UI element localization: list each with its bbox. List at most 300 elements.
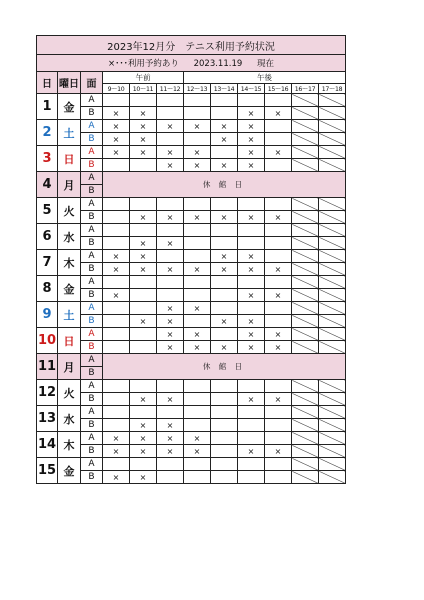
unavailable-slot [292, 120, 319, 133]
court-label: A [81, 328, 103, 341]
unavailable-slot [292, 237, 319, 250]
unavailable-slot [292, 289, 319, 302]
reserved-mark: × [157, 328, 184, 341]
reserved-mark: × [238, 289, 265, 302]
slot-cell [130, 302, 157, 315]
slot-cell [103, 406, 130, 419]
reserved-mark: × [265, 393, 292, 406]
unavailable-slot [319, 276, 346, 289]
slot-cell [184, 276, 211, 289]
unavailable-slot [292, 471, 319, 484]
unavailable-slot [319, 406, 346, 419]
slot-cell [157, 107, 184, 120]
slot-cell [211, 471, 238, 484]
header-morning: 午前 [103, 72, 184, 84]
reserved-mark: × [157, 419, 184, 432]
court-row [37, 107, 346, 120]
legend-status: 現在 [256, 59, 274, 69]
unavailable-slot [319, 211, 346, 224]
reservation-sheet [36, 35, 346, 484]
slot-cell [184, 315, 211, 328]
reserved-mark: × [238, 263, 265, 276]
unavailable-slot [319, 302, 346, 315]
reservation-table [36, 35, 346, 484]
slot-cell [238, 224, 265, 237]
court-row [37, 198, 346, 211]
court-label: B [81, 393, 103, 406]
reserved-mark: × [238, 107, 265, 120]
reserved-mark: × [184, 432, 211, 445]
court-row [37, 263, 346, 276]
reserved-mark: × [130, 107, 157, 120]
reserved-mark: × [157, 432, 184, 445]
slot-cell [211, 276, 238, 289]
reserved-mark: × [184, 341, 211, 354]
court-label: B [81, 341, 103, 354]
time-slot-header: 9～10 [103, 84, 130, 94]
slot-cell [103, 341, 130, 354]
slot-cell [265, 458, 292, 471]
reserved-mark: × [265, 146, 292, 159]
slot-cell [130, 458, 157, 471]
reserved-mark: × [103, 432, 130, 445]
reserved-mark: × [157, 315, 184, 328]
day-number: 7 [37, 250, 58, 276]
court-label: A [81, 94, 103, 107]
court-label: B [81, 133, 103, 146]
reserved-mark: × [130, 471, 157, 484]
slot-cell [130, 198, 157, 211]
slot-cell [103, 94, 130, 107]
slot-cell [211, 445, 238, 458]
court-row [37, 471, 346, 484]
slot-cell [103, 224, 130, 237]
reserved-mark: × [130, 146, 157, 159]
slot-cell [103, 211, 130, 224]
court-row [37, 328, 346, 341]
reserved-mark: × [103, 471, 130, 484]
unavailable-slot [292, 393, 319, 406]
slot-cell [211, 289, 238, 302]
reserved-mark: × [103, 107, 130, 120]
court-row [37, 146, 346, 159]
court-label: A [81, 276, 103, 289]
reserved-mark: × [238, 393, 265, 406]
unavailable-slot [292, 419, 319, 432]
reserved-mark: × [157, 211, 184, 224]
slot-cell [157, 133, 184, 146]
legend-mark-note: ×･･･利用予約あり [108, 59, 179, 69]
unavailable-slot [319, 432, 346, 445]
court-row [37, 432, 346, 445]
reserved-mark: × [184, 159, 211, 172]
slot-cell [238, 432, 265, 445]
court-label: B [81, 367, 103, 380]
unavailable-slot [319, 380, 346, 393]
slot-cell [265, 315, 292, 328]
reserved-mark: × [265, 211, 292, 224]
time-slot-header: 16～17 [292, 84, 319, 94]
slot-cell [103, 315, 130, 328]
slot-cell [265, 406, 292, 419]
unavailable-slot [319, 120, 346, 133]
day-number: 2 [37, 120, 58, 146]
court-row [37, 406, 346, 419]
day-number: 5 [37, 198, 58, 224]
court-row [37, 458, 346, 471]
slot-cell [238, 471, 265, 484]
reserved-mark: × [211, 159, 238, 172]
header-day: 日 [37, 72, 58, 94]
court-row [37, 276, 346, 289]
court-row [37, 237, 346, 250]
court-row [37, 224, 346, 237]
court-row [37, 159, 346, 172]
unavailable-slot [319, 419, 346, 432]
slot-cell [103, 458, 130, 471]
slot-cell [184, 107, 211, 120]
unavailable-slot [292, 263, 319, 276]
reserved-mark: × [238, 133, 265, 146]
court-label: A [81, 432, 103, 445]
unavailable-slot [319, 146, 346, 159]
slot-cell [130, 159, 157, 172]
slot-cell [130, 380, 157, 393]
slot-cell [265, 380, 292, 393]
unavailable-slot [292, 211, 319, 224]
unavailable-slot [292, 146, 319, 159]
reserved-mark: × [157, 159, 184, 172]
slot-cell [238, 94, 265, 107]
day-number: 14 [37, 432, 58, 458]
court-row [37, 380, 346, 393]
slot-cell [265, 237, 292, 250]
legend-row [37, 55, 346, 72]
slot-cell [238, 237, 265, 250]
unavailable-slot [319, 393, 346, 406]
slot-cell [265, 250, 292, 263]
reserved-mark: × [157, 302, 184, 315]
slot-cell [211, 419, 238, 432]
court-row [37, 341, 346, 354]
slot-cell [157, 458, 184, 471]
slot-cell [103, 198, 130, 211]
slot-cell [184, 380, 211, 393]
reserved-mark: × [130, 419, 157, 432]
time-slot-header: 12～13 [184, 84, 211, 94]
reserved-mark: × [103, 146, 130, 159]
day-weekday: 月 [58, 172, 81, 198]
slot-cell [211, 458, 238, 471]
reserved-mark: × [238, 341, 265, 354]
day-weekday: 火 [58, 380, 81, 406]
reserved-mark: × [157, 341, 184, 354]
slot-cell [157, 198, 184, 211]
reserved-mark: × [184, 302, 211, 315]
court-row [37, 302, 346, 315]
unavailable-slot [292, 302, 319, 315]
reserved-mark: × [130, 211, 157, 224]
reserved-mark: × [103, 445, 130, 458]
reserved-mark: × [184, 263, 211, 276]
reserved-mark: × [157, 263, 184, 276]
reserved-mark: × [265, 263, 292, 276]
slot-cell [103, 159, 130, 172]
unavailable-slot [292, 406, 319, 419]
reserved-mark: × [184, 211, 211, 224]
slot-cell [103, 302, 130, 315]
slot-cell [184, 458, 211, 471]
day-weekday: 金 [58, 94, 81, 120]
unavailable-slot [319, 94, 346, 107]
slot-cell [211, 393, 238, 406]
slot-cell [265, 94, 292, 107]
unavailable-slot [292, 159, 319, 172]
court-label: B [81, 419, 103, 432]
reserved-mark: × [211, 211, 238, 224]
court-label: B [81, 263, 103, 276]
reserved-mark: × [103, 263, 130, 276]
slot-cell [238, 380, 265, 393]
unavailable-slot [292, 458, 319, 471]
unavailable-slot [292, 315, 319, 328]
slot-cell [265, 198, 292, 211]
slot-cell [265, 133, 292, 146]
slot-cell [157, 276, 184, 289]
day-weekday: 金 [58, 458, 81, 484]
day-weekday: 土 [58, 120, 81, 146]
reserved-mark: × [211, 120, 238, 133]
slot-cell [211, 432, 238, 445]
court-label: B [81, 315, 103, 328]
slot-cell [265, 302, 292, 315]
court-row [37, 445, 346, 458]
slot-cell [157, 224, 184, 237]
page-title: 2023年12月分 テニス利用予約状況 [37, 36, 346, 55]
slot-cell [103, 393, 130, 406]
slot-cell [238, 419, 265, 432]
slot-cell [157, 289, 184, 302]
day-number: 1 [37, 94, 58, 120]
slot-cell [184, 237, 211, 250]
unavailable-slot [319, 341, 346, 354]
time-slot-header: 11～12 [157, 84, 184, 94]
slot-cell [184, 198, 211, 211]
court-row [37, 250, 346, 263]
slot-cell [238, 198, 265, 211]
court-row [37, 393, 346, 406]
unavailable-slot [319, 471, 346, 484]
reserved-mark: × [157, 237, 184, 250]
court-label: B [81, 471, 103, 484]
unavailable-slot [319, 198, 346, 211]
unavailable-slot [292, 133, 319, 146]
day-number: 6 [37, 224, 58, 250]
day-weekday: 日 [58, 146, 81, 172]
reserved-mark: × [238, 159, 265, 172]
unavailable-slot [292, 198, 319, 211]
slot-cell [265, 224, 292, 237]
slot-cell [157, 471, 184, 484]
court-label: B [81, 185, 103, 198]
court-row [37, 172, 346, 185]
slot-cell [184, 406, 211, 419]
reserved-mark: × [130, 393, 157, 406]
reserved-mark: × [265, 341, 292, 354]
closed-day-label: 休 館 日 [103, 354, 346, 380]
slot-cell [265, 159, 292, 172]
slot-cell [211, 302, 238, 315]
slot-cell [130, 406, 157, 419]
court-row [37, 315, 346, 328]
reserved-mark: × [238, 328, 265, 341]
day-weekday: 月 [58, 354, 81, 380]
court-row [37, 419, 346, 432]
day-weekday: 水 [58, 224, 81, 250]
slot-cell [130, 276, 157, 289]
day-number: 9 [37, 302, 58, 328]
court-row [37, 133, 346, 146]
time-slot-header: 14～15 [238, 84, 265, 94]
slot-cell [184, 133, 211, 146]
reserved-mark: × [157, 393, 184, 406]
day-number: 8 [37, 276, 58, 302]
slot-cell [130, 289, 157, 302]
reserved-mark: × [211, 250, 238, 263]
reserved-mark: × [238, 445, 265, 458]
reserved-mark: × [103, 120, 130, 133]
court-label: A [81, 198, 103, 211]
court-row [37, 94, 346, 107]
slot-cell [211, 224, 238, 237]
slot-cell [211, 94, 238, 107]
slot-cell [157, 250, 184, 263]
unavailable-slot [319, 328, 346, 341]
reserved-mark: × [184, 328, 211, 341]
slot-cell [238, 406, 265, 419]
unavailable-slot [292, 250, 319, 263]
reserved-mark: × [265, 107, 292, 120]
court-label: B [81, 211, 103, 224]
day-weekday: 日 [58, 328, 81, 354]
unavailable-slot [292, 445, 319, 458]
slot-cell [265, 432, 292, 445]
day-weekday: 木 [58, 250, 81, 276]
reserved-mark: × [211, 341, 238, 354]
reserved-mark: × [211, 133, 238, 146]
court-label: A [81, 120, 103, 133]
reserved-mark: × [130, 250, 157, 263]
court-label: A [81, 354, 103, 367]
unavailable-slot [319, 315, 346, 328]
reserved-mark: × [265, 289, 292, 302]
reserved-mark: × [238, 146, 265, 159]
slot-cell [103, 419, 130, 432]
court-label: B [81, 445, 103, 458]
reserved-mark: × [184, 120, 211, 133]
reserved-mark: × [265, 328, 292, 341]
slot-cell [184, 419, 211, 432]
unavailable-slot [319, 224, 346, 237]
unavailable-slot [292, 107, 319, 120]
reserved-mark: × [157, 146, 184, 159]
unavailable-slot [319, 237, 346, 250]
unavailable-slot [319, 250, 346, 263]
court-row [37, 289, 346, 302]
court-label: B [81, 237, 103, 250]
day-number: 13 [37, 406, 58, 432]
court-label: A [81, 302, 103, 315]
day-number: 3 [37, 146, 58, 172]
unavailable-slot [319, 458, 346, 471]
court-label: A [81, 250, 103, 263]
court-label: A [81, 224, 103, 237]
day-number: 11 [37, 354, 58, 380]
header-weekday: 曜日 [58, 72, 81, 94]
day-number: 12 [37, 380, 58, 406]
slot-cell [211, 237, 238, 250]
unavailable-slot [319, 159, 346, 172]
court-label: B [81, 289, 103, 302]
slot-cell [103, 276, 130, 289]
slot-cell [238, 458, 265, 471]
reserved-mark: × [238, 120, 265, 133]
court-label: B [81, 159, 103, 172]
slot-cell [211, 406, 238, 419]
closed-day-label: 休 館 日 [103, 172, 346, 198]
slot-cell [265, 471, 292, 484]
reserved-mark: × [265, 445, 292, 458]
time-slot-header: 17～18 [319, 84, 346, 94]
header-afternoon: 午後 [184, 72, 346, 84]
slot-cell [265, 276, 292, 289]
day-number: 10 [37, 328, 58, 354]
slot-cell [238, 276, 265, 289]
reservation-table-body [37, 36, 346, 484]
time-slot-header: 13～14 [211, 84, 238, 94]
unavailable-slot [292, 341, 319, 354]
reserved-mark: × [103, 289, 130, 302]
court-row [37, 120, 346, 133]
slot-cell [184, 471, 211, 484]
reserved-mark: × [211, 263, 238, 276]
reserved-mark: × [130, 315, 157, 328]
slot-cell [130, 328, 157, 341]
court-row [37, 211, 346, 224]
slot-cell [238, 302, 265, 315]
unavailable-slot [319, 133, 346, 146]
slot-cell [211, 198, 238, 211]
unavailable-slot [292, 276, 319, 289]
reserved-mark: × [130, 445, 157, 458]
unavailable-slot [292, 380, 319, 393]
day-number: 4 [37, 172, 58, 198]
slot-cell [130, 341, 157, 354]
unavailable-slot [292, 94, 319, 107]
slot-cell [265, 419, 292, 432]
reserved-mark: × [238, 250, 265, 263]
reserved-mark: × [184, 146, 211, 159]
reserved-mark: × [130, 120, 157, 133]
reserved-mark: × [157, 120, 184, 133]
slot-cell [211, 146, 238, 159]
unavailable-slot [319, 263, 346, 276]
unavailable-slot [292, 328, 319, 341]
reserved-mark: × [130, 263, 157, 276]
unavailable-slot [319, 445, 346, 458]
slot-cell [103, 237, 130, 250]
slot-cell [130, 94, 157, 107]
